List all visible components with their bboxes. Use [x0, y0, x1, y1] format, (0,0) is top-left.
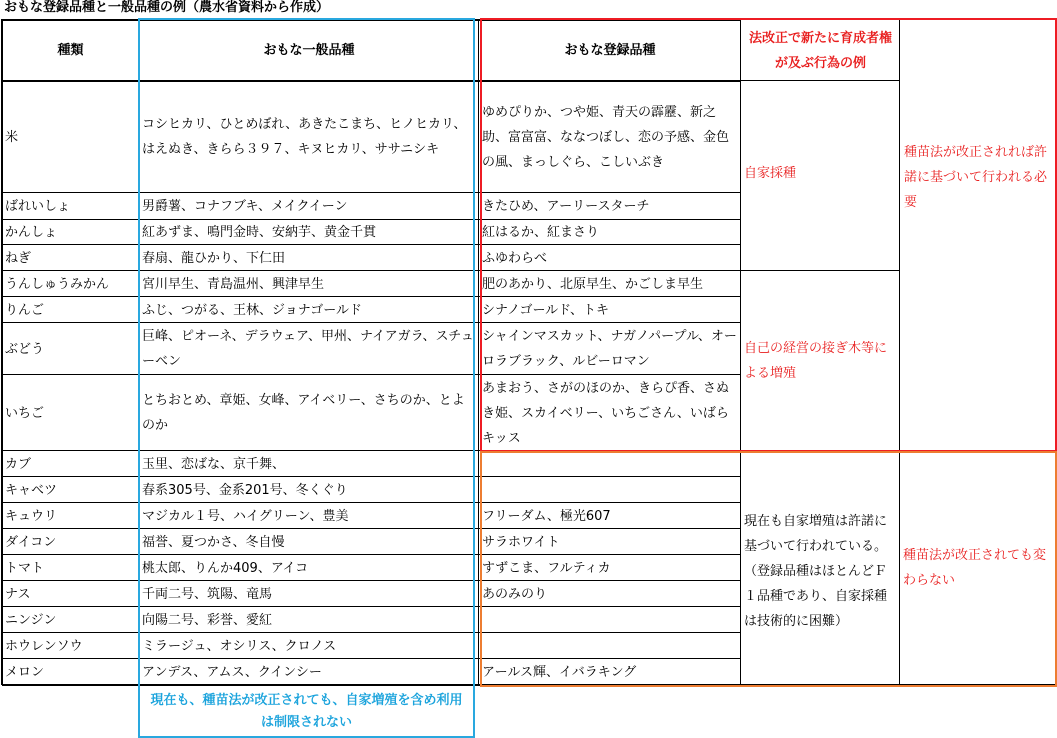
vegetable-varieties-highlight	[480, 451, 1057, 687]
fruit-varieties-highlight	[480, 18, 1057, 452]
row-general: ふじ、つがる、王林、ジョナゴールド	[142, 302, 362, 318]
header-general: おもな一般品種	[263, 43, 355, 58]
row-registered: ゆめぴりか、つや姫、青天の霹靂、新之助、富富富、ななつぼし、恋の予感、金色の風、まっしぐら、こしいぶき	[482, 104, 730, 170]
row-kind: ホウレンソウ	[5, 638, 83, 654]
row-kind: いちご	[5, 405, 45, 421]
header-kind: 種類	[57, 43, 84, 58]
row-general: 春系305号、金系201号、冬くぐり	[142, 482, 348, 498]
row-general: 桃太郎、りんか409、アイコ	[142, 560, 309, 576]
row-registered: アールス輝、イバラキング	[482, 664, 637, 680]
row-kind: うんしゅうみかん	[5, 276, 110, 292]
row-kind: 米	[5, 129, 19, 145]
row-kind: トマト	[5, 560, 45, 576]
row-kind: りんご	[5, 302, 45, 318]
row-kind: ニンジン	[5, 612, 57, 628]
general-varieties-highlight	[138, 18, 475, 738]
orange-note: 種苗法が改正されても変わらない	[903, 548, 1047, 588]
column-divider	[478, 19, 479, 685]
red-note: 種苗法が改正されれば許諾に基づいて行われる必要	[904, 145, 1048, 210]
act-grafting: 自己の経営の接ぎ木等による増殖	[744, 341, 888, 381]
row-general: 福誉、夏つかさ、冬自慢	[142, 534, 285, 550]
row-registered: きたひめ、アーリースターチ	[482, 199, 650, 214]
row-general: コシヒカリ、ひとめぼれ、あきたこまち、ヒノヒカリ、はえぬき、きらら３９７、キヌヒカリ、ササニシキ	[142, 117, 467, 157]
row-general: 向陽二号、彩誉、愛紅	[142, 612, 273, 628]
row-general: 男爵薯、コナフブキ、メイクイーン	[142, 199, 348, 214]
blue-note: 現在も、種苗法が改正されても、自家増殖を含め利用は制限されない	[150, 693, 463, 730]
row-kind: ダイコン	[5, 534, 57, 550]
row-general: とちおとめ、章姫、女峰、アイベリー、さちのか、とよのか	[142, 393, 465, 433]
row-general: 宮川早生、青島温州、興津早生	[142, 276, 325, 292]
header-act: 法改正で新たに育成者権が及ぶ行為の例	[748, 30, 892, 71]
column-divider	[1, 19, 3, 685]
act-self-harvest: 自家採種	[744, 166, 797, 181]
row-general: ミラージュ、オシリス、クロノス	[142, 638, 337, 654]
row-general: 紅あずま、鳴門金時、安納芋、黄金千貫	[142, 225, 377, 240]
row-kind: キャベツ	[5, 482, 58, 498]
row-kind: ばれいしょ	[5, 199, 71, 214]
row-kind: ナス	[5, 586, 31, 602]
row-kind: メロン	[5, 664, 45, 680]
act-current: 現在も自家増殖は許諾に基づいて行われている。（登録品種はほとんどＦ１品種であり、自家採種は技術的に困難）	[744, 513, 888, 629]
row-registered: ふゆわらべ	[482, 250, 548, 266]
row-registered: あのみのり	[482, 586, 548, 602]
row-kind: ねぎ	[5, 250, 32, 266]
row-registered: フリーダム、極光607	[482, 508, 611, 524]
row-kind: カブ	[5, 456, 32, 472]
row-registered: すずこま、フルティカ	[482, 560, 611, 576]
row-registered: あまおう、さがのほのか、きらぴ香、さぬき姫、スカイベリー、いちごさん、いばらキッス	[482, 380, 730, 446]
row-kind: かんしょ	[5, 225, 58, 240]
row-kind: ぶどう	[5, 341, 45, 357]
row-registered: サラホワイト	[482, 534, 560, 550]
row-general: 千両二号、筑陽、竜馬	[142, 586, 273, 602]
row-general: 春扇、龍ひかり、下仁田	[142, 250, 286, 266]
row-registered: シナノゴールド、トキ	[482, 302, 610, 318]
row-kind: キュウリ	[5, 508, 58, 524]
row-general: 巨峰、ピオーネ、デラウェア、甲州、ナイアガラ、スチューベン	[142, 329, 474, 369]
row-general: マジカル１号、ハイグリーン、豊美	[142, 508, 349, 524]
page-title: おもな登録品種と一般品種の例（農水省資料から作成）	[4, 0, 330, 15]
header-registered: おもな登録品種	[564, 43, 656, 58]
row-general: 玉里、恋ばな、京千舞、	[142, 456, 286, 472]
row-registered: 肥のあかり、北原早生、かごしま早生	[482, 276, 704, 292]
row-registered: 紅はるか、紅まさり	[482, 225, 600, 240]
row-registered: シャインマスカット、ナガノパープル、オーロラブラック、ルビーロマン	[482, 329, 737, 369]
row-general: アンデス、アムス、クインシー	[142, 664, 322, 680]
